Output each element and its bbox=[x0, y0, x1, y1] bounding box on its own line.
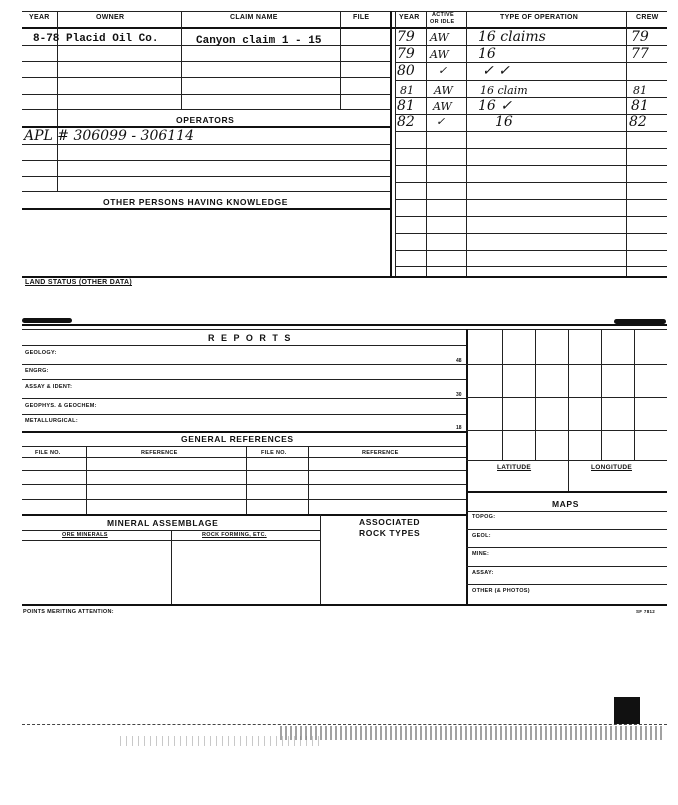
scan-noise bbox=[280, 726, 665, 740]
maps-topog: TOPOG: bbox=[472, 514, 496, 520]
activity-operation: 16 bbox=[495, 114, 513, 130]
associated-rock-types-2: ROCK TYPES bbox=[359, 528, 421, 538]
header-active: ACTIVE bbox=[432, 12, 454, 18]
operators-entry: APL # 306099 - 306114 bbox=[24, 128, 194, 144]
longitude-label: LONGITUDE bbox=[591, 464, 632, 471]
header-year-2: YEAR bbox=[399, 14, 420, 21]
ore-minerals: ORE MINERALS bbox=[62, 532, 108, 538]
gr-file-no-1: FILE NO. bbox=[35, 450, 61, 456]
scan-mark bbox=[614, 697, 640, 724]
mineral-title: MINERAL ASSEMBLAGE bbox=[107, 518, 219, 528]
header-type-of-operation: TYPE OF OPERATION bbox=[500, 14, 579, 21]
other-persons-title: OTHER PERSONS HAVING KNOWLEDGE bbox=[103, 197, 289, 207]
reports-title: R E P O R T S bbox=[208, 333, 293, 343]
activity-status: AW bbox=[430, 48, 449, 61]
activity-crew: 81 bbox=[633, 84, 647, 97]
points-meriting-attention: POINTS MERITING ATTENTION: bbox=[23, 609, 114, 615]
maps-mine: MINE: bbox=[472, 551, 490, 557]
reports-number: 48 bbox=[456, 358, 462, 364]
maps-title: MAPS bbox=[552, 499, 579, 509]
reports-number: 30 bbox=[456, 392, 462, 398]
rock-forming: ROCK FORMING, ETC. bbox=[202, 532, 267, 538]
maps-assay: ASSAY: bbox=[472, 570, 494, 576]
reports-geophys: GEOPHYS. & GEOCHEM: bbox=[25, 403, 97, 409]
activity-status: AW bbox=[430, 31, 449, 44]
latitude-label: LATITUDE bbox=[497, 464, 532, 471]
associated-rock-types: ASSOCIATED bbox=[359, 517, 421, 527]
header-year: YEAR bbox=[29, 14, 50, 21]
record-date-owner: 8-78 Placid Oil Co. bbox=[33, 33, 159, 45]
maps-other: OTHER (& PHOTOS) bbox=[472, 588, 530, 594]
header-or-idle: OR IDLE bbox=[430, 19, 455, 25]
record-claim: Canyon claim 1 - 15 bbox=[196, 35, 322, 47]
activity-crew: 79 bbox=[631, 29, 649, 45]
activity-operation: 16 claims bbox=[478, 29, 546, 45]
activity-status: AW bbox=[434, 84, 453, 97]
header-claim-name: CLAIM NAME bbox=[230, 14, 278, 21]
activity-year: 82 bbox=[397, 114, 415, 130]
header-file: FILE bbox=[353, 14, 370, 21]
gr-file-no-2: FILE NO. bbox=[261, 450, 287, 456]
gr-reference-1: REFERENCE bbox=[141, 450, 178, 456]
activity-operation: 16 ✓ bbox=[478, 98, 512, 114]
activity-year: 81 bbox=[397, 98, 415, 114]
reports-metallurgical: METALLURGICAL: bbox=[25, 418, 78, 424]
scan-mark bbox=[22, 318, 72, 323]
header-owner: OWNER bbox=[96, 14, 125, 21]
reports-engrg: ENGRG: bbox=[25, 368, 49, 374]
reports-geology: GEOLOGY: bbox=[25, 350, 57, 356]
activity-status: AW bbox=[433, 100, 452, 113]
activity-status: ✓ bbox=[438, 64, 448, 77]
activity-operation: 16 claim bbox=[480, 84, 528, 97]
activity-year: 79 bbox=[397, 29, 415, 45]
header-crew: CREW bbox=[636, 14, 659, 21]
activity-status: ✓ bbox=[436, 115, 446, 128]
reports-number: 18 bbox=[456, 425, 462, 431]
gr-reference-2: REFERENCE bbox=[362, 450, 399, 456]
activity-operation: 16 bbox=[478, 46, 496, 62]
activity-crew: 77 bbox=[631, 46, 649, 62]
activity-year: 81 bbox=[400, 84, 414, 97]
operators-title: OPERATORS bbox=[176, 115, 235, 125]
reports-assay: ASSAY & IDENT: bbox=[25, 384, 73, 390]
activity-operation: ✓ ✓ bbox=[482, 63, 510, 79]
maps-geol: GEOL: bbox=[472, 533, 491, 539]
activity-year: 79 bbox=[397, 46, 415, 62]
activity-crew: 81 bbox=[631, 98, 649, 114]
form-code: SF 7812 bbox=[636, 609, 656, 614]
scan-noise bbox=[120, 736, 320, 746]
activity-year: 80 bbox=[397, 63, 415, 79]
land-status-label: LAND STATUS (OTHER DATA) bbox=[25, 279, 133, 286]
general-references-title: GENERAL REFERENCES bbox=[181, 434, 294, 444]
activity-crew: 82 bbox=[629, 114, 647, 130]
